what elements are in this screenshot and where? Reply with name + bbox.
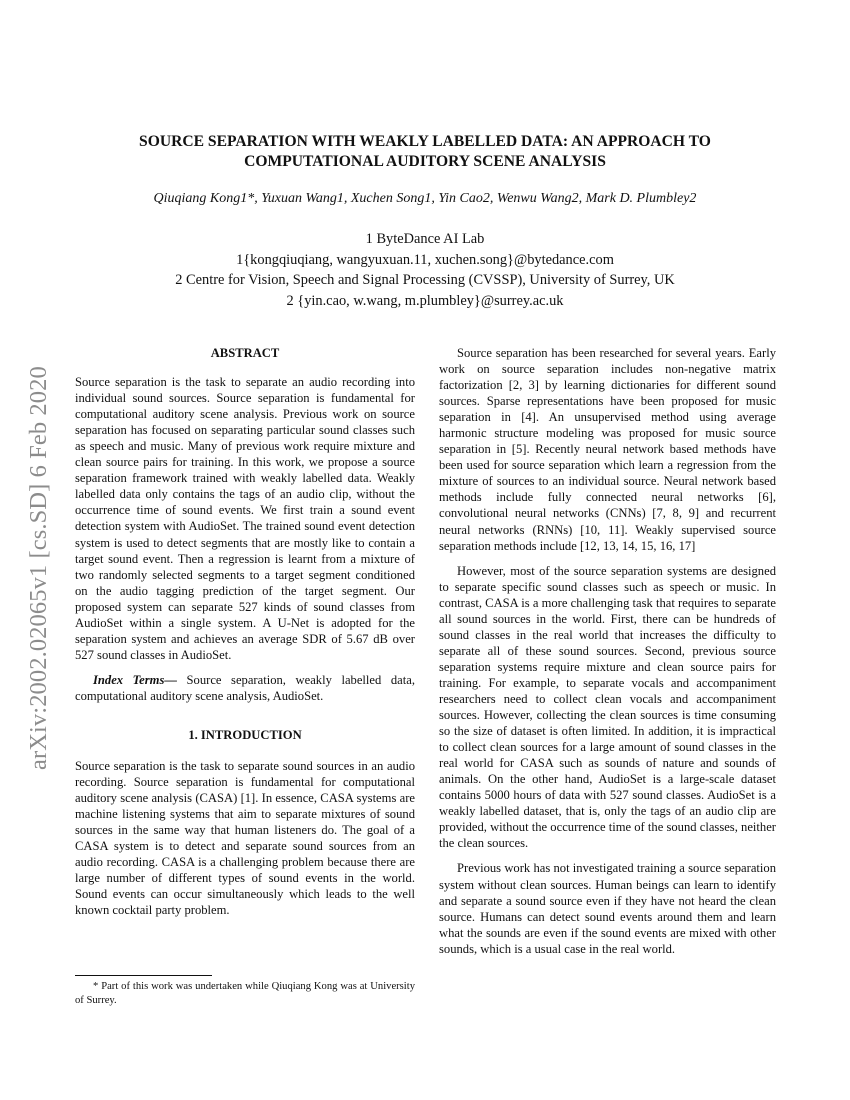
abstract-text: Source separation is the task to separate an audio recording into individual sound sources. Source separation is fundamental for computational auditory scene analysis. Previous work on source separation has focused on separating particular sound classes such as speech and music. Many of previous work require mixture and clean source pairs for training. In this work, we propose a source separation framework trained with weakly labelled data. Weakly labelled data only contains the tags of an audio clip, without the occurrence time of sound events. We first train a sound event detection system with AudioSet. The trained sound event detection system is used to detect segments that are mostly like to contain a target sound event. Then a regression is learnt from a mixture of two randomly selected segments to a target segment conditioned on the audio tagging prediction of the target segment. Our proposed system can separate 527 kinds of sound classes from AudioSet within a single system. A U-Net is adopted for the separation system and achieves an average SDR of 5.67 dB over 527 sound classes in AudioSet. <box>75 375 415 662</box>
affiliation-line-1: 1 ByteDance AI Lab <box>365 231 485 247</box>
paper-title <box>60 132 790 172</box>
author-list: Qiuqiang Kong1*, Yuxuan Wang1, Xuchen Song1, Yin Cao2, Wenwu Wang2, Mark D. Plumbley2 <box>153 191 697 206</box>
title-line-2: COMPUTATIONAL AUDITORY SCENE ANALYSIS <box>244 153 606 170</box>
index-terms <box>75 672 415 704</box>
index-terms-label: Index Terms— <box>93 672 177 687</box>
title-line-1: SOURCE SEPARATION WITH WEAKLY LABELLED DATA: AN APPROACH TO <box>139 133 711 150</box>
introduction-heading: 1. INTRODUCTION <box>188 727 302 742</box>
right-paragraph-3: Previous work has not investigated training a source separation system without clean sources. Human beings can learn to identify and separate a sound source even if they have not heard the clean source. Humans can detect sound events around them and learn what the sounds are even if the sound events are mixed with other sounds, which is a usual case in the real world. <box>439 861 776 956</box>
right-paragraph-1: Source separation has been researched for several years. Early work on source separation includes non-negative matrix factorization [2, 3] by learning dictionaries for different sound sources. Sparse representations have been proposed for music separation in [4]. An unsupervised method using average harmonic structure modeling was proposed for music source separation in [5]. Recently neural network based methods have been used for source separation which learn a regression from the mixture of sources to an individual source. Neural network based methods include fully connected neural networks [6], convolutional neural networks (CNNs) [7, 8, 9] and recurrent neural networks (RNNs) [10, 11]. Weakly supervised source separation methods include [12, 13, 14, 15, 16, 17] <box>439 346 776 553</box>
footnote-divider <box>75 975 212 976</box>
footnote: * Part of this work was undertaken while Qiuqiang Kong was at University of Surrey. <box>75 981 415 1006</box>
index-terms-text: Source separation, weakly labelled data, computational auditory scene analysis, AudioSet. <box>75 672 415 703</box>
affiliation-line-3: 2 Centre for Vision, Speech and Signal Processing (CVSSP), University of Surrey, UK <box>175 272 675 288</box>
affiliations <box>40 229 810 311</box>
left-column <box>75 345 415 919</box>
affiliation-line-2: 1{kongqiuqiang, wangyuxuan.11, xuchen.song}@bytedance.com <box>236 251 614 268</box>
introduction-paragraph-1: Source separation is the task to separate sound sources in an audio recording. Source separation is fundamental for computational auditory scene analysis (CASA) [1]. In essence, CASA systems are machine listening systems that aim to separate mixtures of sound sources in the same way that human listeners do. The goal of a CASA system is to detect and separate sound sources from an audio recording. CASA is a challenging problem because there are large number of different types of sound events in the world. Sound events can occur simultaneously which leads to the well known cocktail party problem. <box>75 759 415 918</box>
arxiv-identifier-stamp: arXiv:2002.02065v1 [cs.SD] 6 Feb 2020 <box>25 366 52 770</box>
right-column <box>439 345 776 957</box>
right-paragraph-2: However, most of the source separation systems are designed to separate specific sound classes such as speech or music. In contrast, CASA is a more challenging task that requires to separate all sound sources in the world. First, there can be hundreds of sound classes in the real world that increases the difficulty to separate all of these sound sources. Second, previous source separation systems require mixture and clean source pairs for training. For example, to separate vocals and accompaniment researchers need to collect clean vocals and accompaniment sources. However, collecting the clean sources is time consuming so the size of dataset is often limited. In addition, it is impractical to collect clean sources for a large amount of sound classes in the real world for CASA such as sounds of nature and sounds of animals. On the other hand, AudioSet is a large-scale dataset contains 5000 hours of data with 527 sound classes. AudioSet is a weakly labelled dataset, that is, only the tags of an audio clip are provided, without the occurrence time of the sound classes, neither the clean sources. <box>439 563 776 851</box>
abstract-heading: ABSTRACT <box>210 346 280 360</box>
affiliation-line-4: 2 {yin.cao, w.wang, m.plumbley}@surrey.ac.uk <box>286 292 564 309</box>
